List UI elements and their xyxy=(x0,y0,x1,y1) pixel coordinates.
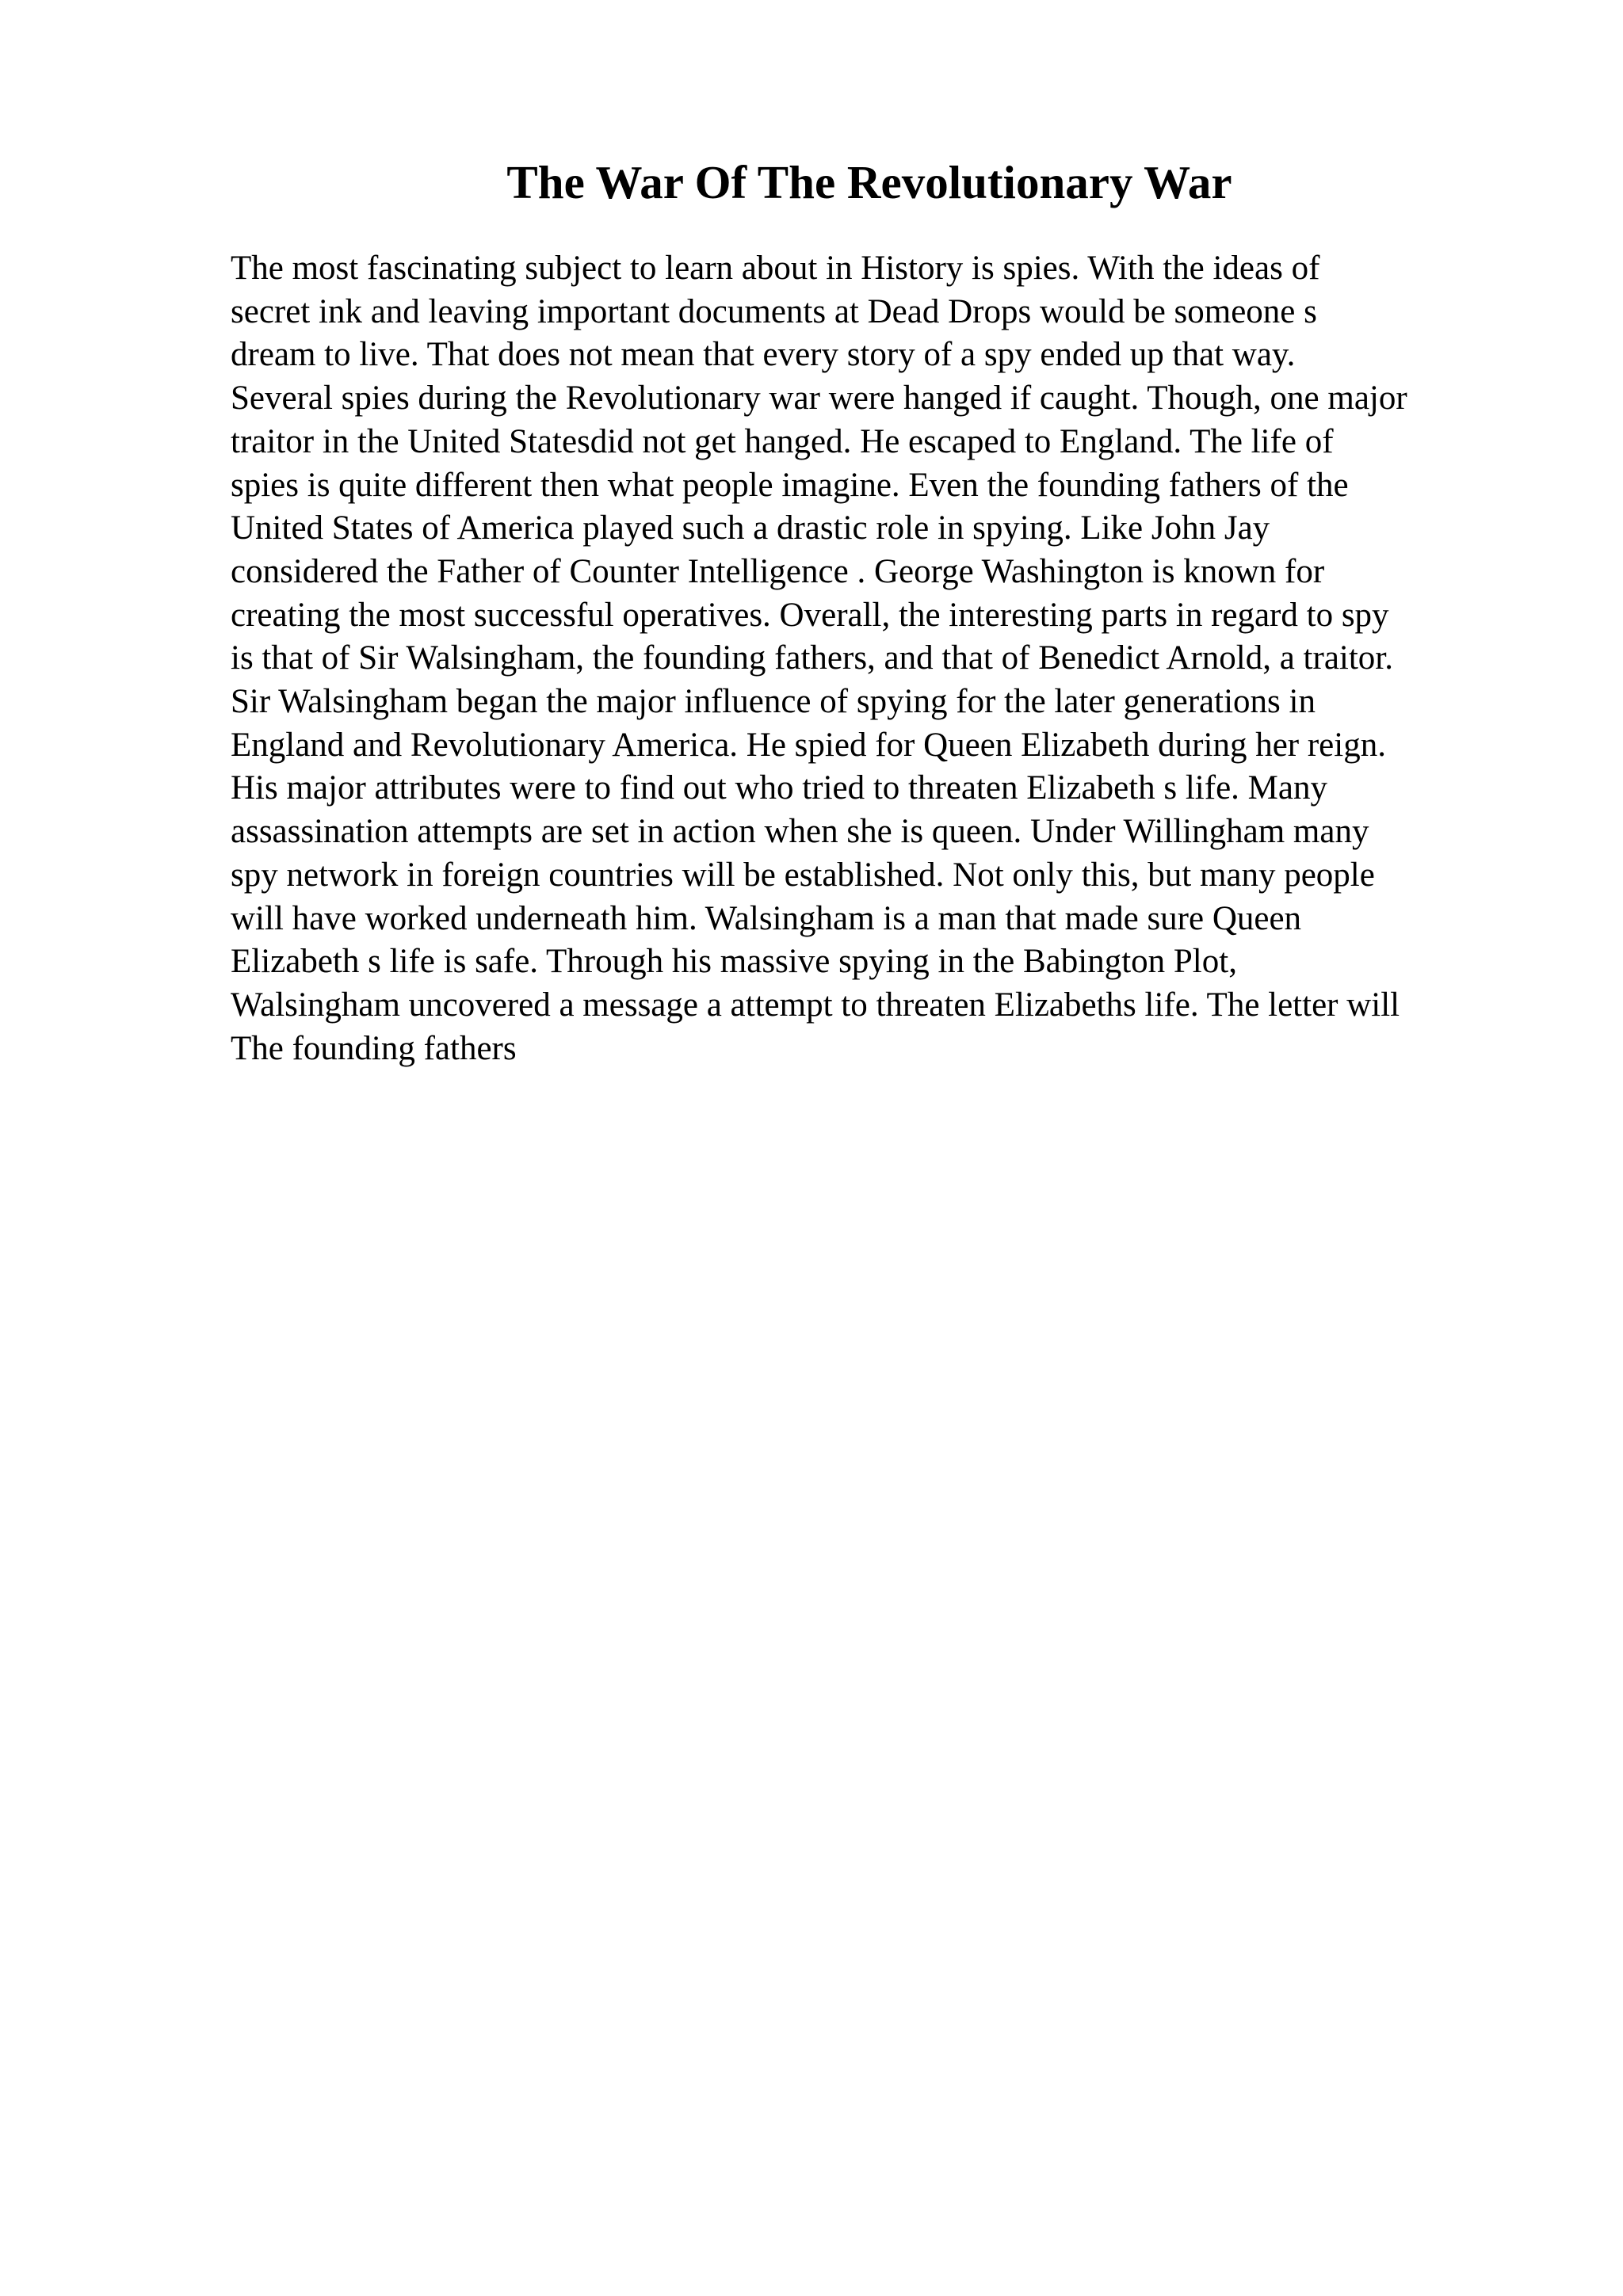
body-line: creating the most successful operatives. Overall, the interesting parts in regard to spy xyxy=(231,596,1389,634)
body-line: considered the Father of Counter Intelligence . George Washington is known for xyxy=(231,552,1325,590)
body-line: His major attributes were to find out who tried to threaten Elizabeth s life. Many xyxy=(231,769,1327,807)
document-title: The War Of The Revolutionary War xyxy=(506,156,1232,208)
body-line: Walsingham uncovered a message a attempt to threaten Elizabeths life. The letter will xyxy=(231,986,1400,1024)
body-line: dream to live. That does not mean that every story of a spy ended up that way. xyxy=(231,336,1296,374)
body-line: secret ink and leaving important documents at Dead Drops would be someone s xyxy=(231,292,1317,330)
body-line: spies is quite different then what people imagine. Even the founding fathers of the xyxy=(231,466,1349,504)
body-line: Elizabeth s life is safe. Through his massive spying in the Babington Plot, xyxy=(231,943,1237,981)
body-line: England and Revolutionary America. He spied for Queen Elizabeth during her reign. xyxy=(231,726,1386,764)
body-line: Several spies during the Revolutionary war were hanged if caught. Though, one major xyxy=(231,379,1407,418)
body-line: traitor in the United Statesdid not get hanged. He escaped to England. The life of xyxy=(231,422,1334,460)
body-line: is that of Sir Walsingham, the founding fathers, and that of Benedict Arnold, a traitor. xyxy=(231,639,1393,677)
body-line: The most fascinating subject to learn about in History is spies. With the ideas of xyxy=(231,250,1320,287)
body-line: Sir Walsingham began the major influence of spying for the later generations in xyxy=(231,683,1316,721)
body-line: will have worked underneath him. Walsingham is a man that made sure Queen xyxy=(231,899,1302,937)
body-line: The founding fathers xyxy=(231,1029,517,1067)
body-line: United States of America played such a drastic role in spying. Like John Jay xyxy=(231,509,1270,547)
body-line: assassination attempts are set in action when she is queen. Under Willingham many xyxy=(231,813,1369,851)
body-line: spy network in foreign countries will be established. Not only this, but many people xyxy=(231,856,1375,894)
document-body xyxy=(231,247,1546,1070)
